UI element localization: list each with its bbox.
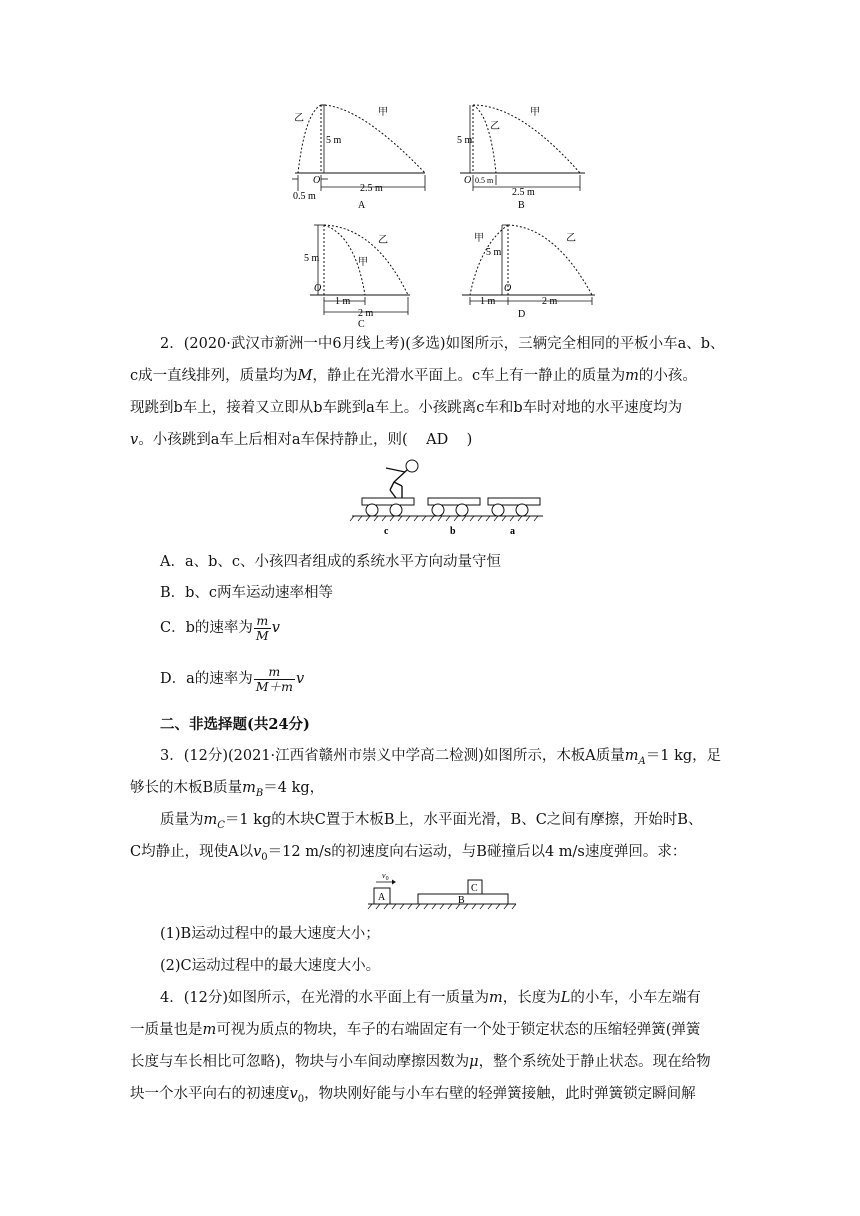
- fig-a-d2: 2.5 m: [360, 183, 383, 194]
- fig-c-d2: 2 m: [358, 308, 374, 319]
- q4-line2: 一质量也是m可视为质点的物块，车子的右端固定有一个处于锁定状态的压缩轻弹簧(弹簧: [130, 1022, 701, 1038]
- fig-v0: $v_0$: [382, 871, 389, 882]
- fig-c-yi: 乙: [378, 235, 388, 246]
- q2-answer: AD: [426, 432, 449, 448]
- section-title: 二、非选择题(共24分): [160, 716, 310, 733]
- fig-b-d1: 0.5 m: [475, 176, 494, 185]
- figure-d: [462, 225, 595, 320]
- q2-option-c: C．b的速率为 $\frac{m}{M}$ v: [160, 612, 280, 643]
- q2-line3: 现跳到b车上，接着又立即从b车跳到a车上。小孩跳离c车和b车时对地的水平速度均为: [130, 400, 683, 416]
- cart-label-c: c: [384, 526, 389, 537]
- fig-d-d1: 1 m: [480, 296, 496, 307]
- q2-option-d: D．a的速率为 $\frac{m}{M+m}$ v: [160, 663, 305, 694]
- q2-line2: c成一直线排列，质量均为M，静止在光滑水平面上。c车上有一静止的质量为m的小孩。: [130, 368, 697, 384]
- fig-c-d1: 1 m: [335, 296, 351, 307]
- q3-sub2: (2)C运动过程中的最大速度大小。: [160, 958, 381, 974]
- fig-b-jia: 甲: [530, 107, 540, 118]
- q3-line1: 3．(12分)(2021·江西省赣州市崇义中学高二检测)如图所示，木板A质量$m_A=1$ kg，足: [160, 748, 722, 767]
- boards-figure: [368, 868, 518, 912]
- fig-a-label: A: [358, 200, 366, 211]
- cart-b: [428, 498, 480, 516]
- q2-line4: v。小孩跳到a车上后相对a车保持静止，则( AD ): [130, 432, 473, 448]
- fig-d-jia: 甲: [474, 233, 484, 244]
- fig-c-h: 5 m: [304, 253, 320, 264]
- q4-line4: 块一个水平向右的初速度$v_0$，物块刚好能与小车右壁的轻弹簧接触，此时弹簧锁定瞬间解: [130, 1086, 696, 1105]
- fig-a-yi: 乙: [294, 113, 304, 124]
- cart-c: [362, 460, 418, 516]
- q2-option-d-fraction: $\frac{m}{M+m}$: [255, 663, 293, 694]
- carts-figure: [350, 458, 545, 538]
- fig-d-yi: 乙: [566, 233, 576, 244]
- q3-line2: 够长的木板B质量$m_B=4$ kg，: [130, 780, 325, 799]
- q4-line3: 长度与车长相比可忽略)，物块与小车间动摩擦因数为μ，整个系统处于静止状态。现在给物: [130, 1054, 711, 1070]
- trajectory-figures: [280, 95, 600, 330]
- fig-a-d1: 0.5 m: [293, 191, 316, 202]
- fig-a-h: 5 m: [326, 135, 342, 146]
- fig-d-h: 5 m: [486, 247, 502, 258]
- q4-line1: 4．(12分)如图所示，在光滑的水平面上有一质量为m，长度为L的小车，小车左端有: [160, 990, 701, 1006]
- figure-b: [457, 105, 585, 211]
- q3-sub1: (1)B运动过程中的最大速度大小；: [160, 926, 380, 942]
- q3-line4: C均静止，现使A以$v_0=12$ m/s的初速度向右运动，与B碰撞后以4 m/s速度弹回。求：: [130, 844, 687, 863]
- cart-label-b: b: [450, 526, 456, 537]
- q2-option-c-fraction: $\frac{m}{M}$: [255, 612, 269, 643]
- cart-a: [488, 498, 540, 516]
- q2-option-a: A．a、b、c、小孩四者组成的系统水平方向动量守恒: [160, 554, 502, 570]
- fig-b-h: 5 m: [457, 135, 473, 146]
- fig-d-d2: 2 m: [542, 296, 558, 307]
- fig-label-b: B: [458, 895, 465, 906]
- fig-b-label: B: [518, 200, 525, 211]
- cart-label-a: a: [510, 526, 515, 537]
- fig-c-label: C: [358, 319, 365, 330]
- figure-c: [304, 225, 410, 330]
- fig-d-o: O: [504, 283, 512, 294]
- fig-d-label: D: [518, 309, 526, 320]
- fig-b-d2: 2.5 m: [512, 187, 535, 198]
- q2-line1: 2．(2020·武汉市新洲一中6月线上考)(多选)如图所示，三辆完全相同的平板小车a、b、: [160, 336, 725, 352]
- fig-c-jia: 甲: [358, 257, 368, 268]
- fig-label-a: A: [378, 892, 386, 903]
- fig-label-c: C: [471, 883, 478, 894]
- fig-c-o: O: [314, 283, 322, 294]
- fig-b-yi: 乙: [490, 121, 500, 132]
- figure-a: [292, 105, 425, 211]
- fig-b-o: O: [464, 175, 472, 186]
- q2-option-b: B．b、c两车运动速率相等: [160, 585, 334, 601]
- fig-a-o: O: [313, 175, 321, 186]
- fig-a-jia: 甲: [378, 107, 388, 118]
- q3-line3: 质量为$m_C=1$ kg的木块C置于木板B上，水平面光滑，B、C之间有摩擦，开始时B、: [160, 812, 703, 831]
